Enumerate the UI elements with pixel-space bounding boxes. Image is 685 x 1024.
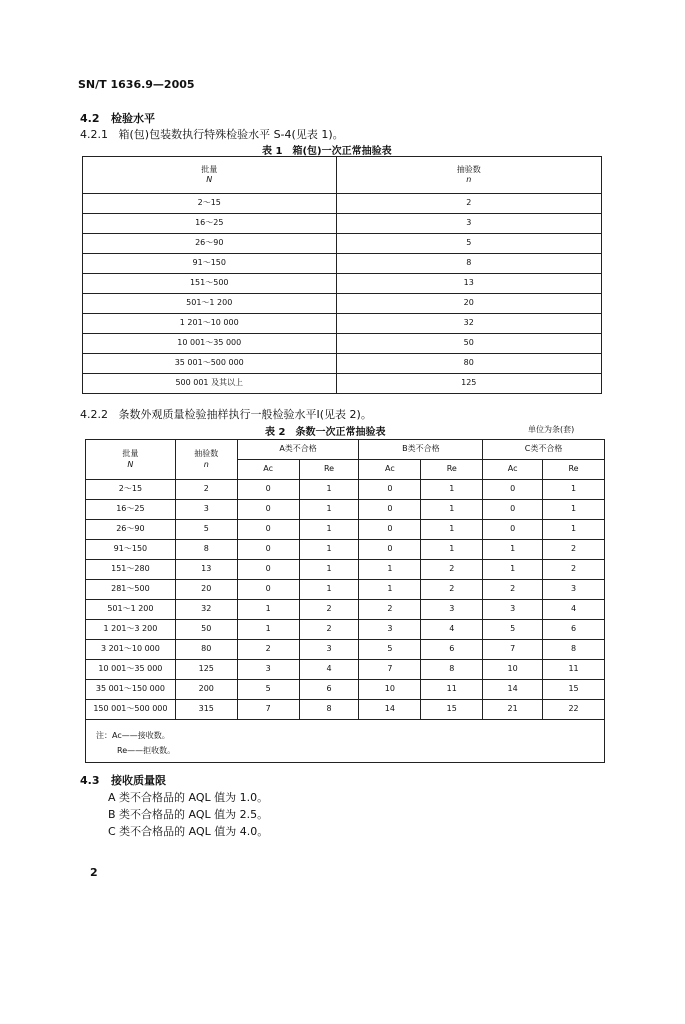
section-number: 4.2.1 — [80, 128, 108, 141]
cell-a-ac: 0 — [237, 560, 299, 580]
cell-b-re: 6 — [421, 640, 483, 660]
re-header: Re — [299, 460, 359, 480]
cell-b-re: 11 — [421, 680, 483, 700]
ac-header: Ac — [237, 460, 299, 480]
cell-b-ac: 0 — [359, 520, 421, 540]
ac-header: Ac — [483, 460, 543, 480]
table1 — [82, 156, 602, 394]
cell-b-re: 4 — [421, 620, 483, 640]
cell-b-ac: 2 — [359, 600, 421, 620]
cell-c-re: 1 — [543, 500, 605, 520]
table2 — [85, 439, 605, 763]
table2-header-row-1 — [86, 440, 605, 460]
cell-sample: 20 — [336, 294, 602, 314]
cell-lot: 151～280 — [86, 560, 176, 580]
cell-lot: 500 001 及其以上 — [83, 374, 337, 394]
table-row — [83, 294, 602, 314]
table-row — [83, 354, 602, 374]
cell-lot: 1 201～3 200 — [86, 620, 176, 640]
cell-lot: 10 001～35 000 — [83, 334, 337, 354]
cell-sample: 13 — [336, 274, 602, 294]
table2-body — [86, 480, 605, 720]
cell-a-ac: 0 — [237, 480, 299, 500]
cell-b-re: 15 — [421, 700, 483, 720]
section-text: 箱(包)包装数执行特殊检验水平 S-4(见表 1)。 — [118, 128, 344, 141]
section-4-2-heading — [80, 110, 155, 126]
table-row — [83, 374, 602, 394]
re-header: Re — [421, 460, 483, 480]
table1-header-row — [83, 157, 602, 194]
cell-lot: 91～150 — [86, 540, 176, 560]
cell-b-ac: 10 — [359, 680, 421, 700]
cell-sample: 3 — [175, 500, 237, 520]
cell-a-re: 6 — [299, 680, 359, 700]
cell-sample: 315 — [175, 700, 237, 720]
cell-a-ac: 0 — [237, 580, 299, 600]
cell-c-re: 2 — [543, 540, 605, 560]
table-row — [83, 214, 602, 234]
cell-lot: 151～500 — [83, 274, 337, 294]
cell-c-ac: 21 — [483, 700, 543, 720]
cell-c-ac: 10 — [483, 660, 543, 680]
cell-sample: 8 — [175, 540, 237, 560]
cell-b-ac: 14 — [359, 700, 421, 720]
table-row — [86, 600, 605, 620]
cell-b-ac: 0 — [359, 500, 421, 520]
table-row — [86, 500, 605, 520]
cell-lot: 281～500 — [86, 580, 176, 600]
cell-sample: 200 — [175, 680, 237, 700]
cell-sample: 50 — [336, 334, 602, 354]
table2-notes — [86, 720, 605, 763]
cell-c-re: 22 — [543, 700, 605, 720]
cell-b-re: 3 — [421, 600, 483, 620]
cell-lot: 16～25 — [83, 214, 337, 234]
cell-c-re: 8 — [543, 640, 605, 660]
table-row — [83, 234, 602, 254]
cell-a-ac: 0 — [237, 500, 299, 520]
cell-sample: 20 — [175, 580, 237, 600]
aql-line-b: B 类不合格品的 AQL 值为 2.5。 — [108, 808, 269, 821]
section-4-2-2 — [80, 406, 372, 422]
table2-caption: 表 2 条数一次正常抽验表 — [265, 427, 386, 438]
cell-lot: 1 201～10 000 — [83, 314, 337, 334]
cell-b-ac: 5 — [359, 640, 421, 660]
table-row — [86, 640, 605, 660]
cell-b-re: 1 — [421, 540, 483, 560]
section-title: 接收质量限 — [111, 774, 166, 787]
cell-lot: 26～90 — [83, 234, 337, 254]
table-row — [83, 194, 602, 214]
cell-sample: 8 — [336, 254, 602, 274]
table-row — [86, 620, 605, 640]
cell-c-re: 4 — [543, 600, 605, 620]
cell-c-ac: 0 — [483, 500, 543, 520]
cell-a-ac: 1 — [237, 620, 299, 640]
cell-a-re: 2 — [299, 600, 359, 620]
cell-sample: 125 — [175, 660, 237, 680]
cell-a-re: 1 — [299, 500, 359, 520]
cell-c-re: 1 — [543, 520, 605, 540]
table-row — [86, 480, 605, 500]
cell-lot: 3 201～10 000 — [86, 640, 176, 660]
cell-lot: 91～150 — [83, 254, 337, 274]
table-row — [83, 274, 602, 294]
cell-lot: 150 001～500 000 — [86, 700, 176, 720]
cell-a-ac: 2 — [237, 640, 299, 660]
cell-lot: 2～15 — [86, 480, 176, 500]
cell-a-re: 1 — [299, 580, 359, 600]
table-row — [86, 540, 605, 560]
table-row — [86, 520, 605, 540]
cell-a-re: 2 — [299, 620, 359, 640]
note-ac: 注：Ac——接收数。 — [96, 731, 170, 740]
cell-c-ac: 7 — [483, 640, 543, 660]
note-re: Re——拒收数。 — [117, 746, 176, 756]
table1-caption: 表 1 箱(包)一次正常抽验表 — [262, 146, 392, 157]
cell-c-re: 3 — [543, 580, 605, 600]
standard-number: SN/T 1636.9—2005 — [78, 78, 195, 91]
cell-lot: 26～90 — [86, 520, 176, 540]
cell-c-ac: 1 — [483, 560, 543, 580]
cell-b-ac: 7 — [359, 660, 421, 680]
cell-a-ac: 3 — [237, 660, 299, 680]
cell-c-re: 11 — [543, 660, 605, 680]
cell-sample: 5 — [336, 234, 602, 254]
cell-c-re: 6 — [543, 620, 605, 640]
cell-b-re: 2 — [421, 580, 483, 600]
cell-lot: 10 001～35 000 — [86, 660, 176, 680]
cell-c-re: 15 — [543, 680, 605, 700]
cell-b-re: 1 — [421, 480, 483, 500]
cell-a-ac: 5 — [237, 680, 299, 700]
cell-sample: 125 — [336, 374, 602, 394]
table-row — [83, 314, 602, 334]
table1-col-lot: 批量 N — [83, 157, 337, 194]
cell-sample: 2 — [336, 194, 602, 214]
cell-c-ac: 0 — [483, 520, 543, 540]
re-header: Re — [543, 460, 605, 480]
table2-class-a: A类不合格 — [237, 440, 359, 460]
table2-class-b: B类不合格 — [359, 440, 483, 460]
aql-line-a: A 类不合格品的 AQL 值为 1.0。 — [108, 791, 269, 804]
table2-col-sample: 抽验数 n — [175, 440, 237, 480]
section-text: 条数外观质量检验抽样执行一般检验水平Ⅰ(见表 2)。 — [118, 408, 372, 421]
cell-b-ac: 3 — [359, 620, 421, 640]
table-row — [86, 580, 605, 600]
cell-b-re: 2 — [421, 560, 483, 580]
cell-sample: 3 — [336, 214, 602, 234]
section-4-2-1 — [80, 126, 344, 142]
section-number: 4.2.2 — [80, 408, 108, 421]
table2-notes-row — [86, 720, 605, 763]
cell-b-ac: 1 — [359, 560, 421, 580]
section-number: 4.3 — [80, 774, 100, 787]
cell-lot: 16～25 — [86, 500, 176, 520]
cell-c-re: 2 — [543, 560, 605, 580]
cell-sample: 32 — [336, 314, 602, 334]
section-title: 检验水平 — [111, 112, 155, 125]
table1-col-sample: 抽验数 n — [336, 157, 602, 194]
cell-c-ac: 1 — [483, 540, 543, 560]
cell-a-ac: 7 — [237, 700, 299, 720]
table-row — [86, 560, 605, 580]
cell-lot: 501～1 200 — [83, 294, 337, 314]
table-row — [86, 700, 605, 720]
section-number: 4.2 — [80, 112, 100, 125]
cell-sample: 13 — [175, 560, 237, 580]
cell-lot: 35 001～150 000 — [86, 680, 176, 700]
cell-lot: 2～15 — [83, 194, 337, 214]
cell-c-ac: 14 — [483, 680, 543, 700]
cell-c-ac: 0 — [483, 480, 543, 500]
cell-b-re: 1 — [421, 500, 483, 520]
cell-lot: 501～1 200 — [86, 600, 176, 620]
cell-sample: 80 — [336, 354, 602, 374]
cell-c-re: 1 — [543, 480, 605, 500]
cell-sample: 5 — [175, 520, 237, 540]
cell-sample: 2 — [175, 480, 237, 500]
table-row — [83, 254, 602, 274]
table2-class-c: C类不合格 — [483, 440, 605, 460]
table2-unit: 单位为条(套) — [528, 425, 575, 434]
table2-col-lot: 批量 N — [86, 440, 176, 480]
table-row — [86, 660, 605, 680]
cell-a-re: 8 — [299, 700, 359, 720]
cell-b-ac: 0 — [359, 540, 421, 560]
ac-header: Ac — [359, 460, 421, 480]
cell-lot: 35 001～500 000 — [83, 354, 337, 374]
cell-b-ac: 1 — [359, 580, 421, 600]
cell-b-ac: 0 — [359, 480, 421, 500]
cell-a-ac: 0 — [237, 540, 299, 560]
cell-b-re: 8 — [421, 660, 483, 680]
cell-a-ac: 1 — [237, 600, 299, 620]
cell-b-re: 1 — [421, 520, 483, 540]
cell-a-re: 3 — [299, 640, 359, 660]
cell-sample: 80 — [175, 640, 237, 660]
page-number: 2 — [90, 866, 98, 879]
cell-a-re: 1 — [299, 480, 359, 500]
cell-a-re: 4 — [299, 660, 359, 680]
cell-sample: 32 — [175, 600, 237, 620]
cell-a-re: 1 — [299, 560, 359, 580]
table-row — [83, 334, 602, 354]
cell-a-ac: 0 — [237, 520, 299, 540]
cell-a-re: 1 — [299, 520, 359, 540]
table-row — [86, 680, 605, 700]
cell-c-ac: 2 — [483, 580, 543, 600]
section-4-3-heading — [80, 772, 166, 788]
aql-line-c: C 类不合格品的 AQL 值为 4.0。 — [108, 825, 269, 838]
cell-c-ac: 3 — [483, 600, 543, 620]
cell-sample: 50 — [175, 620, 237, 640]
cell-c-ac: 5 — [483, 620, 543, 640]
cell-a-re: 1 — [299, 540, 359, 560]
